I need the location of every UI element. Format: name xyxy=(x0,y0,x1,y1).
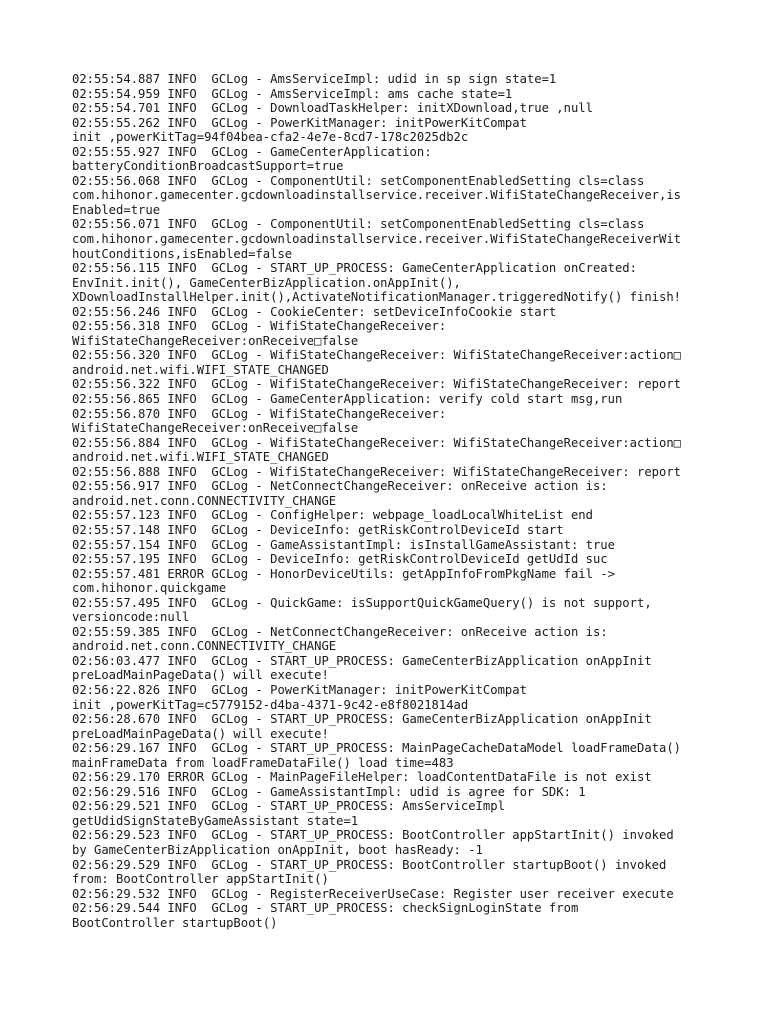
log-line: by GameCenterBizApplication onAppInit, boot hasReady: -1 xyxy=(72,842,483,857)
log-line: 02:55:56.320 INFO GCLog - WifiStateChangeReceiver: WifiStateChangeReceiver:action□ xyxy=(72,348,682,363)
log-line: com.hihonor.quickgame xyxy=(72,581,227,596)
log-line: 02:55:56.888 INFO GCLog - WifiStateChangeReceiver: WifiStateChangeReceiver: report xyxy=(72,464,682,479)
log-line: 02:56:29.167 INFO GCLog - START_UP_PROCESS: MainPageCacheDataModel loadFrameData() xyxy=(72,741,682,756)
log-line: from: BootController appStartInit() xyxy=(72,872,329,887)
log-line: Enabled=true xyxy=(72,202,161,217)
log-line: android.net.wifi.WIFI_STATE_CHANGED xyxy=(72,362,329,377)
log-line: WifiStateChangeReceiver:onReceive□false xyxy=(72,421,359,436)
log-line: 02:56:03.477 INFO GCLog - START_UP_PROCESS: GameCenterBizApplication onAppInit xyxy=(72,653,652,668)
log-line: 02:55:56.246 INFO GCLog - CookieCenter: setDeviceInfoCookie start xyxy=(72,304,557,319)
log-line: init ,powerKitTag=c5779152-d4ba-4371-9c42-e8f8021814ad xyxy=(72,697,469,712)
log-line: 02:55:56.068 INFO GCLog - ComponentUtil: setComponentEnabledSetting cls=class xyxy=(72,173,645,188)
log-line: XDownloadInstallHelper.init(),ActivateNotificationManager.triggeredNotify() finish! xyxy=(72,290,682,305)
log-line: 02:56:29.523 INFO GCLog - START_UP_PROCESS: BootController appStartInit() invoked xyxy=(72,828,674,843)
log-document xyxy=(72,72,700,930)
log-line: 02:56:29.516 INFO GCLog - GameAssistantImpl: udid is agree for SDK: 1 xyxy=(72,784,586,799)
log-line: 02:55:57.123 INFO GCLog - ConfigHelper: webpage_loadLocalWhiteList end xyxy=(72,508,593,523)
log-line: 02:55:54.887 INFO GCLog - AmsServiceImpl: udid in sp sign state=1 xyxy=(72,72,557,86)
log-line: mainFrameData from loadFrameDataFile() load time=483 xyxy=(72,755,454,770)
log-line: batteryConditionBroadcastSupport=true xyxy=(72,159,344,174)
log-line: preLoadMainPageData() will execute! xyxy=(72,726,329,741)
log-line: houtConditions,isEnabled=false xyxy=(72,246,293,261)
log-line: 02:56:29.544 INFO GCLog - START_UP_PROCESS: checkSignLoginState from xyxy=(72,901,579,916)
log-line: android.net.wifi.WIFI_STATE_CHANGED xyxy=(72,450,329,465)
log-line: 02:55:55.927 INFO GCLog - GameCenterApplication: xyxy=(72,144,432,159)
log-line: 02:55:55.262 INFO GCLog - PowerKitManager: initPowerKitCompat xyxy=(72,115,527,130)
log-line: WifiStateChangeReceiver:onReceive□false xyxy=(72,333,359,348)
log-line: getUdidSignStateByGameAssistant state=1 xyxy=(72,813,359,828)
log-line: 02:55:56.071 INFO GCLog - ComponentUtil: setComponentEnabledSetting cls=class xyxy=(72,217,645,232)
log-line: 02:55:56.884 INFO GCLog - WifiStateChangeReceiver: WifiStateChangeReceiver:action□ xyxy=(72,435,682,450)
log-line: 02:56:22.826 INFO GCLog - PowerKitManager: initPowerKitCompat xyxy=(72,682,527,697)
log-line: BootController startupBoot() xyxy=(72,915,278,930)
log-line: 02:55:56.865 INFO GCLog - GameCenterApplication: verify cold start msg,run xyxy=(72,392,623,407)
log-line: 02:55:57.148 INFO GCLog - DeviceInfo: getRiskControlDeviceId start xyxy=(72,522,564,537)
log-line: 02:56:29.532 INFO GCLog - RegisterReceiverUseCase: Register user receiver execute xyxy=(72,886,674,901)
log-line: 02:56:28.670 INFO GCLog - START_UP_PROCESS: GameCenterBizApplication onAppInit xyxy=(72,712,652,727)
log-line: 02:55:59.385 INFO GCLog - NetConnectChangeReceiver: onReceive action is: xyxy=(72,624,608,639)
log-line: 02:55:56.322 INFO GCLog - WifiStateChangeReceiver: WifiStateChangeReceiver: report xyxy=(72,377,682,392)
log-line: versioncode:null xyxy=(72,610,190,625)
log-line: android.net.conn.CONNECTIVITY_CHANGE xyxy=(72,639,337,654)
log-line: 02:55:54.701 INFO GCLog - DownloadTaskHelper: initXDownload,true ,null xyxy=(72,101,593,116)
log-line: EnvInit.init(), GameCenterBizApplication.onAppInit(), xyxy=(72,275,461,290)
log-line: 02:56:29.529 INFO GCLog - START_UP_PROCESS: BootController startupBoot() invoked xyxy=(72,857,667,872)
log-line: android.net.conn.CONNECTIVITY_CHANGE xyxy=(72,493,337,508)
log-line: 02:55:57.495 INFO GCLog - QuickGame: isSupportQuickGameQuery() is not support, xyxy=(72,595,652,610)
log-line: 02:56:29.521 INFO GCLog - START_UP_PROCESS: AmsServiceImpl xyxy=(72,799,505,814)
log-line: init ,powerKitTag=94f04bea-cfa2-4e7e-8cd7-178c2025db2c xyxy=(72,130,469,145)
log-line: preLoadMainPageData() will execute! xyxy=(72,668,329,683)
log-line: 02:55:57.481 ERROR GCLog - HonorDeviceUtils: getAppInfoFromPkgName fail -> xyxy=(72,566,615,581)
log-line: com.hihonor.gamecenter.gcdownloadinstallservice.receiver.WifiStateChangeReceiverWit xyxy=(72,232,682,247)
log-line: 02:56:29.170 ERROR GCLog - MainPageFileHelper: loadContentDataFile is not exist xyxy=(72,770,652,785)
log-line: 02:55:56.115 INFO GCLog - START_UP_PROCESS: GameCenterApplication onCreated: xyxy=(72,261,637,276)
log-line: 02:55:57.195 INFO GCLog - DeviceInfo: getRiskControlDeviceId getUdId suc xyxy=(72,552,608,567)
log-line: 02:55:56.318 INFO GCLog - WifiStateChangeReceiver: xyxy=(72,319,447,334)
log-line: 02:55:56.870 INFO GCLog - WifiStateChangeReceiver: xyxy=(72,406,447,421)
log-line: com.hihonor.gamecenter.gcdownloadinstallservice.receiver.WifiStateChangeReceiver,is xyxy=(72,188,682,203)
log-line: 02:55:57.154 INFO GCLog - GameAssistantImpl: isInstallGameAssistant: true xyxy=(72,537,615,552)
log-line: 02:55:54.959 INFO GCLog - AmsServiceImpl: ams cache state=1 xyxy=(72,86,513,101)
log-line: 02:55:56.917 INFO GCLog - NetConnectChangeReceiver: onReceive action is: xyxy=(72,479,608,494)
